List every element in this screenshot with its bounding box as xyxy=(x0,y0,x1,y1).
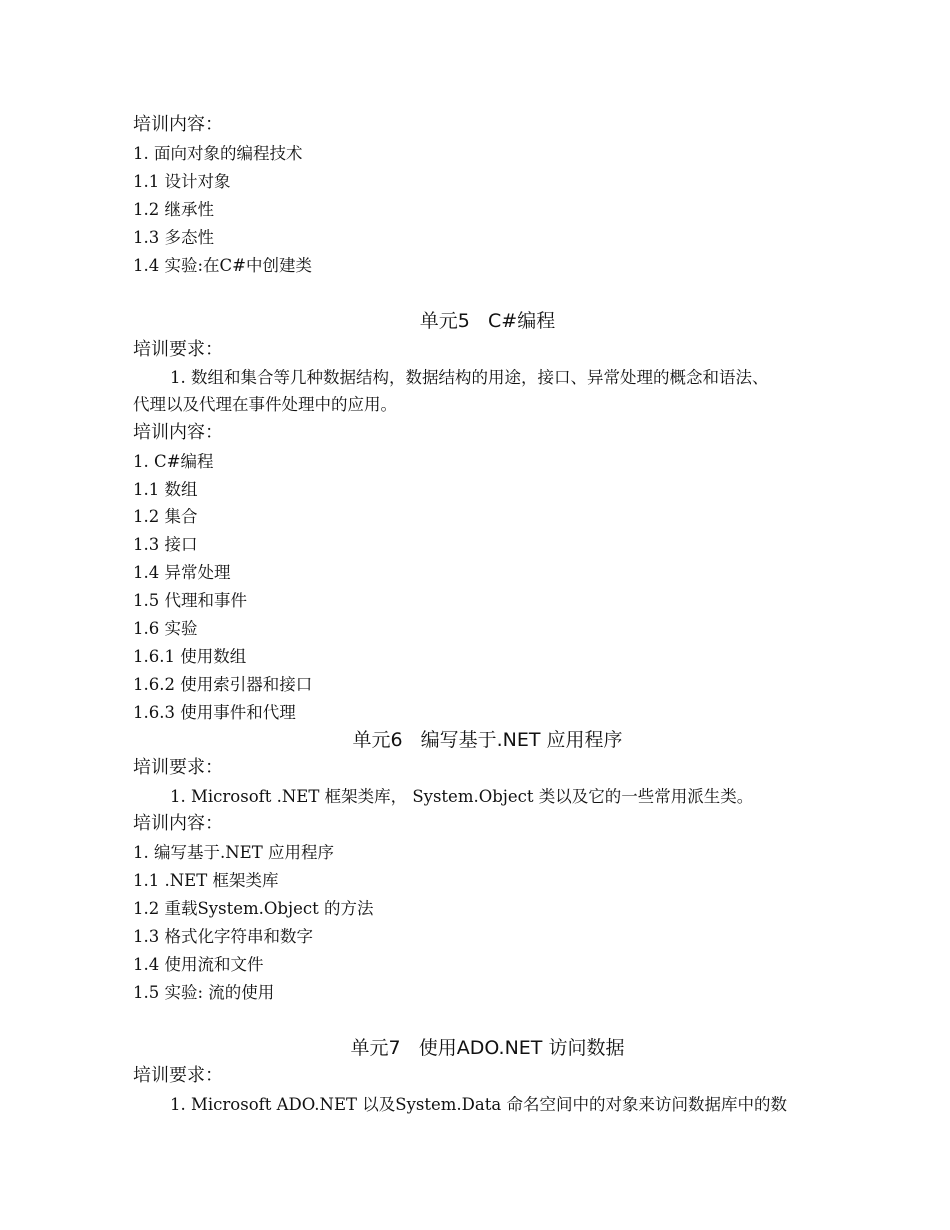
list-item: 1.5 实验: 流的使用 xyxy=(133,983,275,1002)
list-item: 1.3 格式化字符串和数字 xyxy=(133,927,313,946)
requirements-heading: 培训要求： xyxy=(133,757,223,778)
list-item: 1.4 异常处理 xyxy=(133,563,231,582)
requirements-heading: 培训要求： xyxy=(133,1065,223,1086)
list-item: 1. C#编程 xyxy=(133,452,214,471)
list-item: 1.1 .NET 框架类库 xyxy=(133,871,279,890)
list-item: 1.3 多态性 xyxy=(133,228,214,247)
list-item: 1. 编写基于.NET 应用程序 xyxy=(133,843,334,862)
unit-title: 单元7 使用ADO.NET 访问数据 xyxy=(350,1037,625,1059)
requirements-text: 1. 数组和集合等几种数据结构，数据结构的用途，接口、异常处理的概念和语法、 xyxy=(170,368,769,387)
requirements-text: 代理以及代理在事件处理中的应用。 xyxy=(133,395,397,414)
list-item: 1.5 代理和事件 xyxy=(133,591,247,610)
list-item: 1.1 数组 xyxy=(133,480,198,499)
list-item: 1.6.2 使用索引器和接口 xyxy=(133,675,313,694)
requirements-text: 1. Microsoft .NET 框架类库， System.Object 类以及它的一些常用派生类。 xyxy=(170,787,754,806)
list-item: 1.6 实验 xyxy=(133,619,198,638)
requirements-text: 1. Microsoft ADO.NET 以及System.Data 命名空间中的对象来访问数据库中的数 xyxy=(170,1095,787,1114)
list-item: 1.4 使用流和文件 xyxy=(133,955,264,974)
list-item: 1.2 继承性 xyxy=(133,200,214,219)
list-item: 1.2 重载System.Object 的方法 xyxy=(133,899,374,918)
list-item: 1. 面向对象的编程技术 xyxy=(133,144,303,163)
content-heading: 培训内容： xyxy=(133,813,223,834)
list-item: 1.6.3 使用事件和代理 xyxy=(133,703,296,722)
requirements-heading: 培训要求： xyxy=(133,339,223,360)
unit-title: 单元5 C#编程 xyxy=(419,310,556,332)
list-item: 1.1 设计对象 xyxy=(133,172,231,191)
content-heading: 培训内容： xyxy=(133,422,223,443)
list-item: 1.3 接口 xyxy=(133,535,198,554)
list-item: 1.2 集合 xyxy=(133,507,198,526)
list-item: 1.4 实验:在C#中创建类 xyxy=(133,256,312,275)
content-heading: 培训内容： xyxy=(133,114,223,135)
unit-title: 单元6 编写基于.NET 应用程序 xyxy=(352,729,623,751)
list-item: 1.6.1 使用数组 xyxy=(133,647,247,666)
